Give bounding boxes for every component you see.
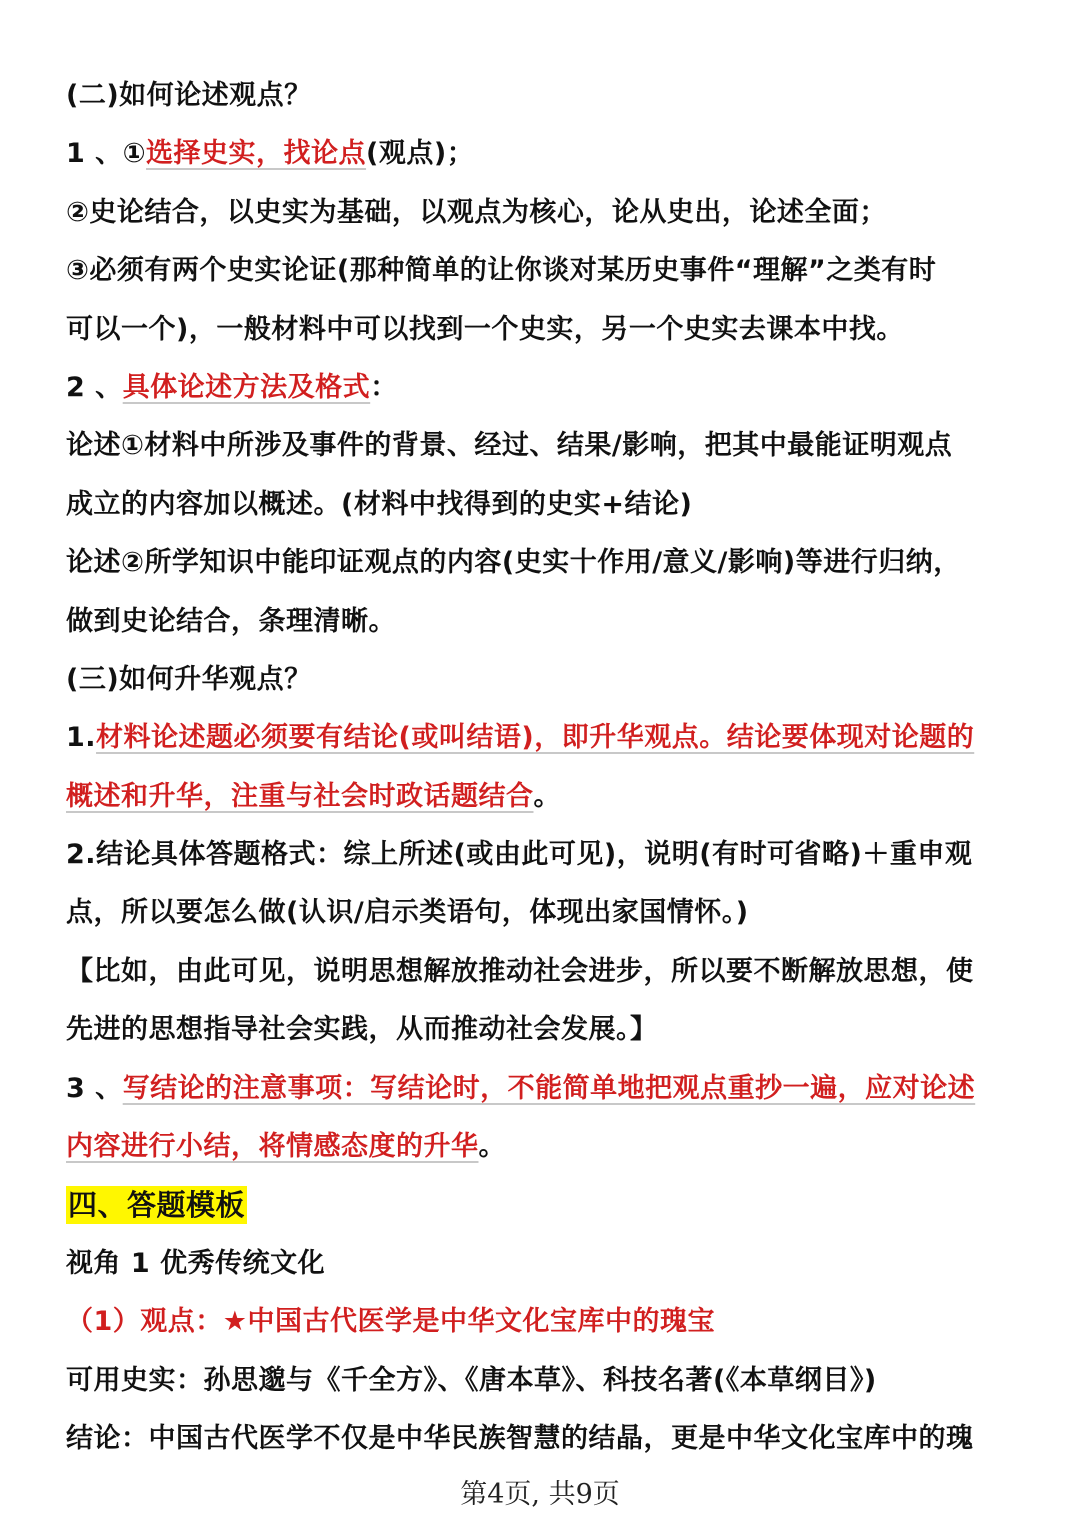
emphasis-text: 材料论述题必须要有结论(或叫结语)，即升华观点。结论要体现对论题的 [96, 722, 975, 754]
conclusion-point-3: 3 、写结论的注意事项：写结论时，不能简单地把观点重抄一遍，应对论述 [66, 1072, 976, 1104]
example-text-cont: 先进的思想指导社会实践，从而推动社会发展。】 [66, 1014, 658, 1046]
emphasis-text: 具体论述方法及格式 [122, 371, 371, 403]
conclusion-point-3-cont: 内容进行小结，将情感态度的升华。 [66, 1131, 506, 1163]
page-number: 第4页, 共9页 [460, 1479, 620, 1510]
conclusion-point-1: 1.材料论述题必须要有结论(或叫结语)，即升华观点。结论要体现对论题的 [66, 722, 975, 754]
point-1: 1 、①选择史实，找论点(观点)； [66, 138, 475, 170]
point-1-sub-3: ③必须有两个史实论证(那种简单的让你谈对某历史事件“理解”之类有时 [66, 255, 937, 287]
perspective-title: 视角 1 优秀传统文化 [66, 1247, 326, 1279]
section-heading-4 [66, 1183, 1018, 1227]
method-1: 论述①材料中所涉及事件的背景、经过、结果/影响，把其中最能证明观点 [66, 430, 953, 462]
viewpoint-line [66, 1300, 1018, 1344]
point-2: 2 、具体论述方法及格式： [66, 371, 398, 403]
emphasis-text: 选择史实，找论点 [146, 138, 367, 170]
conclusion-point-1-cont: 概述和升华，注重与社会时政话题结合。 [66, 780, 561, 812]
viewpoint-text: （1）观点：★中国古代医学是中华文化宝库中的瑰宝 [66, 1306, 715, 1338]
conclusion-point-2-cont: 点，所以要怎么做(认识/启示类语句，体现出家国情怀。) [66, 897, 749, 929]
emphasis-text: 写结论的注意事项：写结论时，不能简单地把观点重抄一遍，应对论述 [122, 1072, 976, 1104]
example-text: 【比如，由此可见，说明思想解放推动社会进步，所以要不断解放思想，使 [66, 955, 974, 987]
method-2-cont: 做到史论结合，条理清晰。 [66, 605, 396, 637]
section-heading-3: (三)如何升华观点？ [66, 663, 312, 695]
point-1-sub-2: ②史论结合，以史实为基础，以观点为核心，论从史出，论述全面； [66, 196, 887, 228]
section-heading-2: (二)如何论述观点？ [66, 80, 312, 111]
point-1-sub-3-cont: 可以一个)，一般材料中可以找到一个史实，另一个史实去课本中找。 [66, 313, 904, 345]
highlighted-heading: 四、答题模板 [68, 1188, 246, 1223]
emphasis-text: 概述和升华，注重与社会时政话题结合 [66, 780, 534, 812]
facts-line: 可用史实：孙思邈与《千全方》、《唐本草》、科技名著(《本草纲目》) [66, 1364, 877, 1396]
conclusion-point-2: 2.结论具体答题格式：综上所述(或由此可见)，说明(有时可省略)＋重申观 [66, 839, 973, 871]
method-1-cont: 成立的内容加以概述。(材料中找得到的史实+结论) [66, 488, 693, 520]
conclusion-line: 结论：中国古代医学不仅是中华民族智慧的结晶，更是中华文化宝库中的瑰 [66, 1422, 974, 1454]
method-2: 论述②所学知识中能印证观点的内容(史实十作用/意义/影响)等进行归纳， [66, 547, 961, 579]
emphasis-text: 内容进行小结，将情感态度的升华 [66, 1131, 479, 1163]
page-content [66, 74, 1018, 1475]
